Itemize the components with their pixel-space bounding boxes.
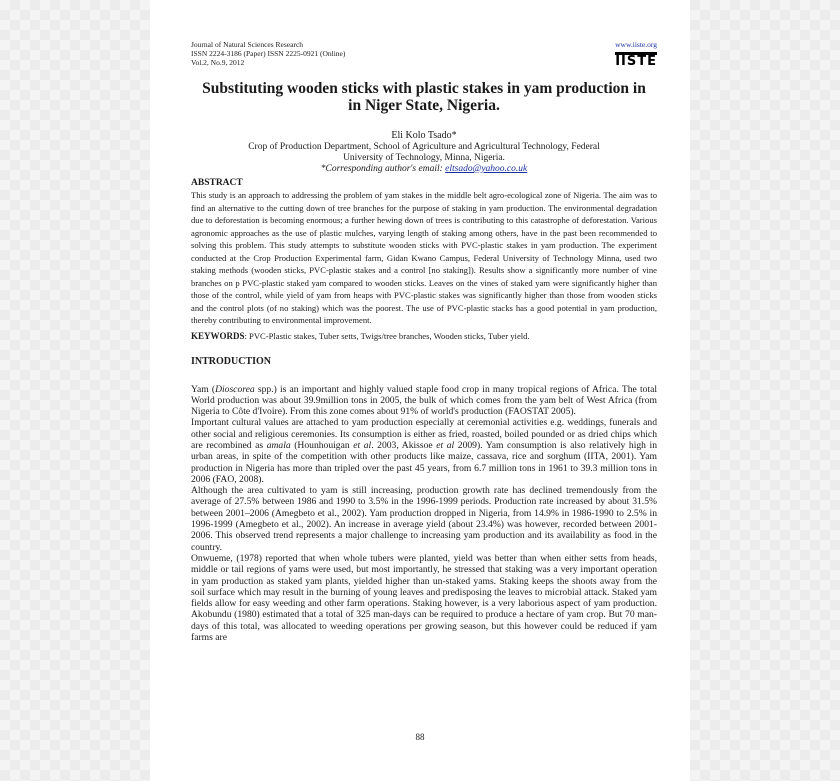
email-label: *Corresponding author's email: [320,164,446,174]
p1-text-a: Yam ( [191,383,216,395]
p2-text-a: Important cultural values are attached to yam production especially at ceremonial activities e.g. weddings, funerals and other social and religious ceremonies. Its consumption is either as fried, roasted, boiled pounded or as dried chips which are recombined as [191,417,657,451]
p2-text-d: 2009). Yam consumption is also relatively high in urban areas, in spite of the competition with other products like maize, cassava, rice and sorghum (IITA, 2001). Yam production in Nigeria has more than tripled over the past 45 years, from 6.7 million tons in 1961 to 39.3 million tons in 2006 (FAO, 2008). [191,439,657,485]
keywords [191,330,657,342]
document-page [150,0,690,781]
journal-header [191,40,657,74]
corresponding-email [191,164,657,175]
affiliation-line-1: Crop of Production Department, School of Agriculture and Agricultural Technology, Federal [248,142,600,152]
paragraph-1 [191,384,657,418]
abstract-text: This study is an approach to addressing the problem of yam stakes in the middle belt agro-ecological zone of Nigeria. The aim was to find an alternative to the cutting down of tree branches for the purpose of staking in yam production. The environmental degradation due to deforestation is becoming enormous; a further hewing down of trees is contributing to this catastrophe of deforestation. Various agronomic approaches as the use of plastic mulches, varying length of staking among others, have in the past been recommended to solving this problem. This study attempts to substitute wooden sticks with PVC-plastic stakes in yam production. The experiment conducted at the Crop Production Experimental farm, Gidan Kwano Campus, Federal University of Technology Minna, used two staking methods (wooden sticks, PVC-plastic stakes and a control [no staking]). Results show a significantly more number of vine branches on p PVC-plastic staked yam compared to wooden sticks. Leaves on the vines of staked yam were significantly higher than those of the control, while yield of yam from heaps with PVC-plastic stakes was significantly higher than those from wooden sticks and the control plots (of no staking) which was the poorest. The use of PVC-plastic stacks has a good potential in yam production, thereby contributing to environmental improvement. [191,190,657,325]
p1-species: Dioscorea [215,383,255,395]
p2-etal-2: et al [436,439,455,451]
p2-text-c: . 2003, Akissoe [371,439,437,451]
abstract-heading: ABSTRACT [191,178,243,188]
keywords-list: : PVC-Plastic stakes, Tuber setts, Twigs/tree branches, Wooden sticks, Tuber yield. [244,330,530,341]
paragraph-4: Onwueme, (1978) reported that when whole tubers were planted, yield was better than when either setts from heads, middle or tail regions of yams were used, but most importantly, he stressed that staking was a very important operation in yam production as staked yam plants, yielded higher than un-staked yams. Staking keeps the shoots away from the soil surface which may result in the burning of young leaves and predisposing the leaves to microbial attack. Staked yam fields allow for easy weeding and other farm operations. Staking however, is a very laborious aspect of yam production. Akobundu (1980) estimated that a total of 325 man-days can be required to produce a hectare of yam crop. But 70 man-days of this total, was allocated to weeding operations per growing season, but this however could be reduced if yam farms are [191,552,657,644]
p2-amala: amala [266,439,291,451]
page-number: 88 [415,732,425,742]
keywords-label: KEYWORDS [191,330,245,341]
introduction-heading: INTRODUCTION [191,355,272,367]
journal-issn: ISSN 2224-3186 (Paper) ISSN 2225-0921 (Online) [191,49,346,58]
journal-name: Journal of Natural Sciences Research [191,40,304,49]
p2-text-b: (Hounhouigan [290,439,354,451]
journal-info [191,40,345,67]
title-line-2: in Niger State, Nigeria. [348,97,500,114]
journal-branding [615,40,657,68]
journal-url-link[interactable]: www.iiste.org [615,40,657,49]
journal-volume: Vol.2, No.9, 2012 [191,58,245,67]
title-line-1: Substituting wooden sticks with plastic stakes in yam production in [202,80,646,97]
email-link[interactable]: eltsado@yahoo.co.uk [445,164,528,174]
p2-etal-1: et al [353,439,372,451]
paper-title [191,80,657,114]
author-name: Eli Kolo Tsado* [391,130,457,141]
iiste-logo-icon: IISTE [615,54,657,69]
paragraph-3: Although the area cultivated to yam is still increasing, production growth rate has declined tremendously from the average of 27.5% between 1986 and 1990 to 3.5% in the 1996-1999 periods. Production rate increased by about 31.5% between 2001–2006 (Amegbeto et al., 2002). Yam production dropped in Nigeria, from 14.9% in 1986-1990 to 2.5% in 1996-1999 (Amegbeto et al., 2002). An increase in average yield (about 23.4%) was however, recorded between 2001-2006. This observed trend represents a major challenge to increasing yam production and its availability as food in the country. [191,485,657,553]
affiliation-line-2: University of Technology, Minna, Nigeria. [343,153,505,163]
p1-text-b: spp.) is an important and highly valued staple food crop in many tropical regions of Africa. The total World production was about 39.9million tons in 2005, the bulk of which comes from the yam belt of West Africa (from Nigeria to Côte d'Ivoire). From this zone comes about 91% of world's production (FAOSTAT 2005). [191,383,657,418]
page-content [191,40,657,643]
paragraph-2 [191,417,657,485]
